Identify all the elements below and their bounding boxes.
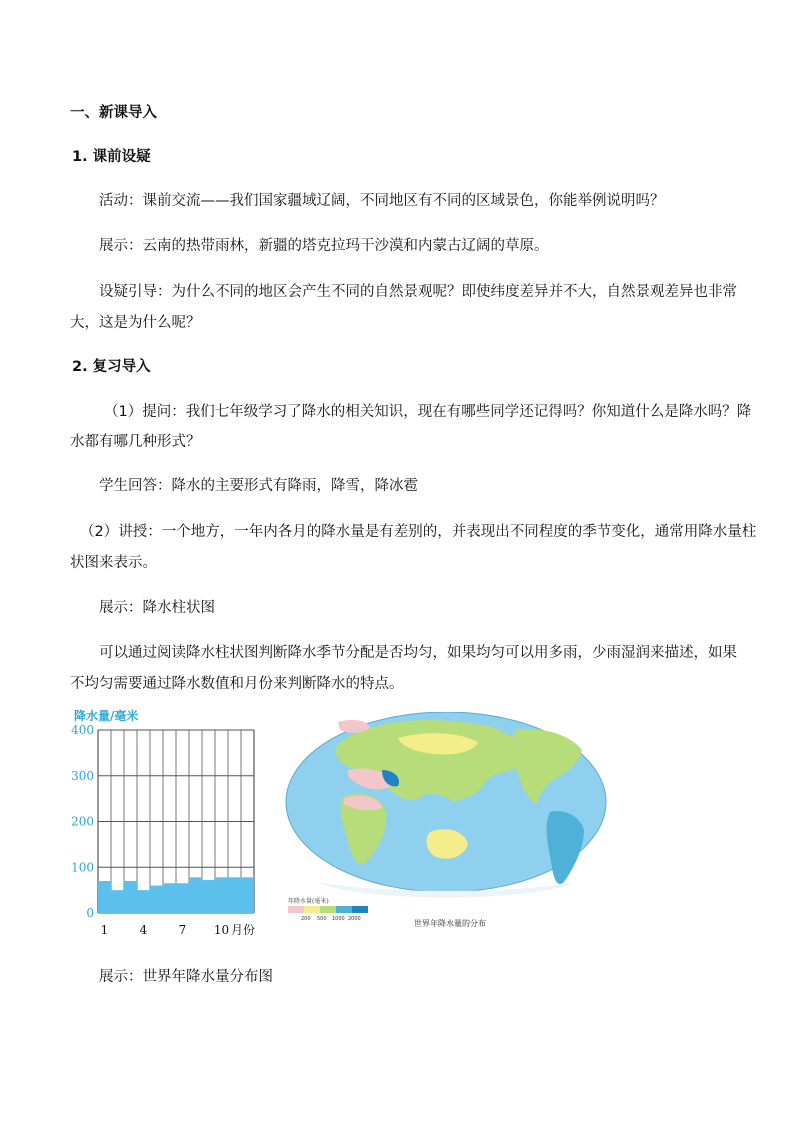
- subsection-title-1: 1. 课前设疑: [72, 149, 151, 165]
- y-tick-label: 200: [71, 814, 94, 829]
- show-paragraph: 展示：云南的热带雨林，新疆的塔克拉玛干沙漠和内蒙古辽阔的草原。: [99, 238, 549, 254]
- x-tick-label: 7: [178, 923, 187, 937]
- legend-swatch-1: [288, 906, 304, 913]
- x-tick-label: 10: [213, 923, 230, 937]
- lecture-paragraph-line2: 状图来表示。: [70, 555, 157, 571]
- bar-month-5: [150, 886, 163, 913]
- bar-month-2: [111, 890, 124, 913]
- bar-month-6: [163, 883, 176, 913]
- guide-paragraph-line1: 设疑引导：为什么不同的地区会产生不同的自然景观呢？即使纬度差异并不大，自然景观差异也非常: [99, 284, 737, 300]
- bar-month-1: [98, 881, 111, 913]
- chart-ylabel: 降水量/毫米: [74, 709, 139, 723]
- y-tick-label: 300: [71, 768, 94, 783]
- bar-month-8: [189, 877, 202, 913]
- legend-swatch-5: [352, 906, 368, 913]
- legend-swatch-3: [320, 906, 336, 913]
- y-tick-label: 100: [71, 860, 94, 875]
- y-tick-label: 0: [86, 906, 94, 920]
- subsection-title-2: 2. 复习导入: [72, 359, 151, 375]
- bar-month-11: [228, 877, 241, 913]
- explain-paragraph-line2: 不均匀需要通过降水数值和月份来判断降水的特点。: [70, 676, 404, 692]
- bar-month-10: [215, 877, 228, 913]
- precipitation-bar-chart: [70, 706, 270, 938]
- world-precipitation-map: [278, 712, 608, 932]
- legend-tick-2: 500: [317, 916, 327, 922]
- x-tick-label: 1: [100, 923, 109, 937]
- y-tick-label: 400: [71, 723, 94, 737]
- answer-paragraph: 学生回答：降水的主要形式有降雨，降雪，降冰雹: [99, 478, 418, 494]
- map-globe: [286, 712, 606, 898]
- map-legend: [288, 897, 368, 922]
- show-map-paragraph: 展示：世界年降水量分布图: [99, 969, 273, 985]
- legend-swatch-4: [336, 906, 352, 913]
- chart-xlabel: 月份: [231, 923, 256, 937]
- legend-title: 年降水量(毫米): [288, 898, 329, 905]
- legend-tick-4: 2000: [348, 916, 361, 922]
- question-paragraph-line2: 水都有哪几种形式？: [70, 434, 201, 450]
- legend-swatch-2: [304, 906, 320, 913]
- lecture-paragraph-line1: （2）讲授：一个地方，一年内各月的降水量是有差别的，并表现出不同程度的季节变化，通常用降水量柱: [80, 524, 757, 540]
- explain-paragraph-line1: 可以通过阅读降水柱状图判断降水季节分配是否均匀，如果均匀可以用多雨，少雨湿润来描述，如果: [99, 645, 737, 661]
- show-chart-paragraph: 展示：降水柱状图: [99, 600, 215, 616]
- legend-tick-1: 200: [301, 916, 311, 922]
- map-caption: 世界年降水量的分布: [414, 919, 486, 928]
- x-tick-label: 4: [139, 923, 148, 937]
- section-title: 一、新课导入: [70, 105, 157, 121]
- bar-month-3: [124, 881, 137, 913]
- question-paragraph-line1: （1）提问：我们七年级学习了降水的相关知识，现在有哪些同学还记得吗？你知道什么是降水吗？降: [104, 404, 752, 420]
- guide-paragraph-line2: 大，这是为什么呢？: [70, 315, 201, 331]
- bar-month-7: [176, 883, 189, 913]
- activity-paragraph: 活动：课前交流——我们国家疆域辽阔，不同地区有不同的区域景色，你能举例说明吗？: [99, 193, 665, 209]
- bar-month-9: [202, 880, 215, 913]
- bar-month-12: [241, 877, 254, 913]
- map-land-south-america: [547, 811, 584, 884]
- legend-tick-3: 1000: [332, 916, 345, 922]
- bar-month-4: [137, 890, 150, 913]
